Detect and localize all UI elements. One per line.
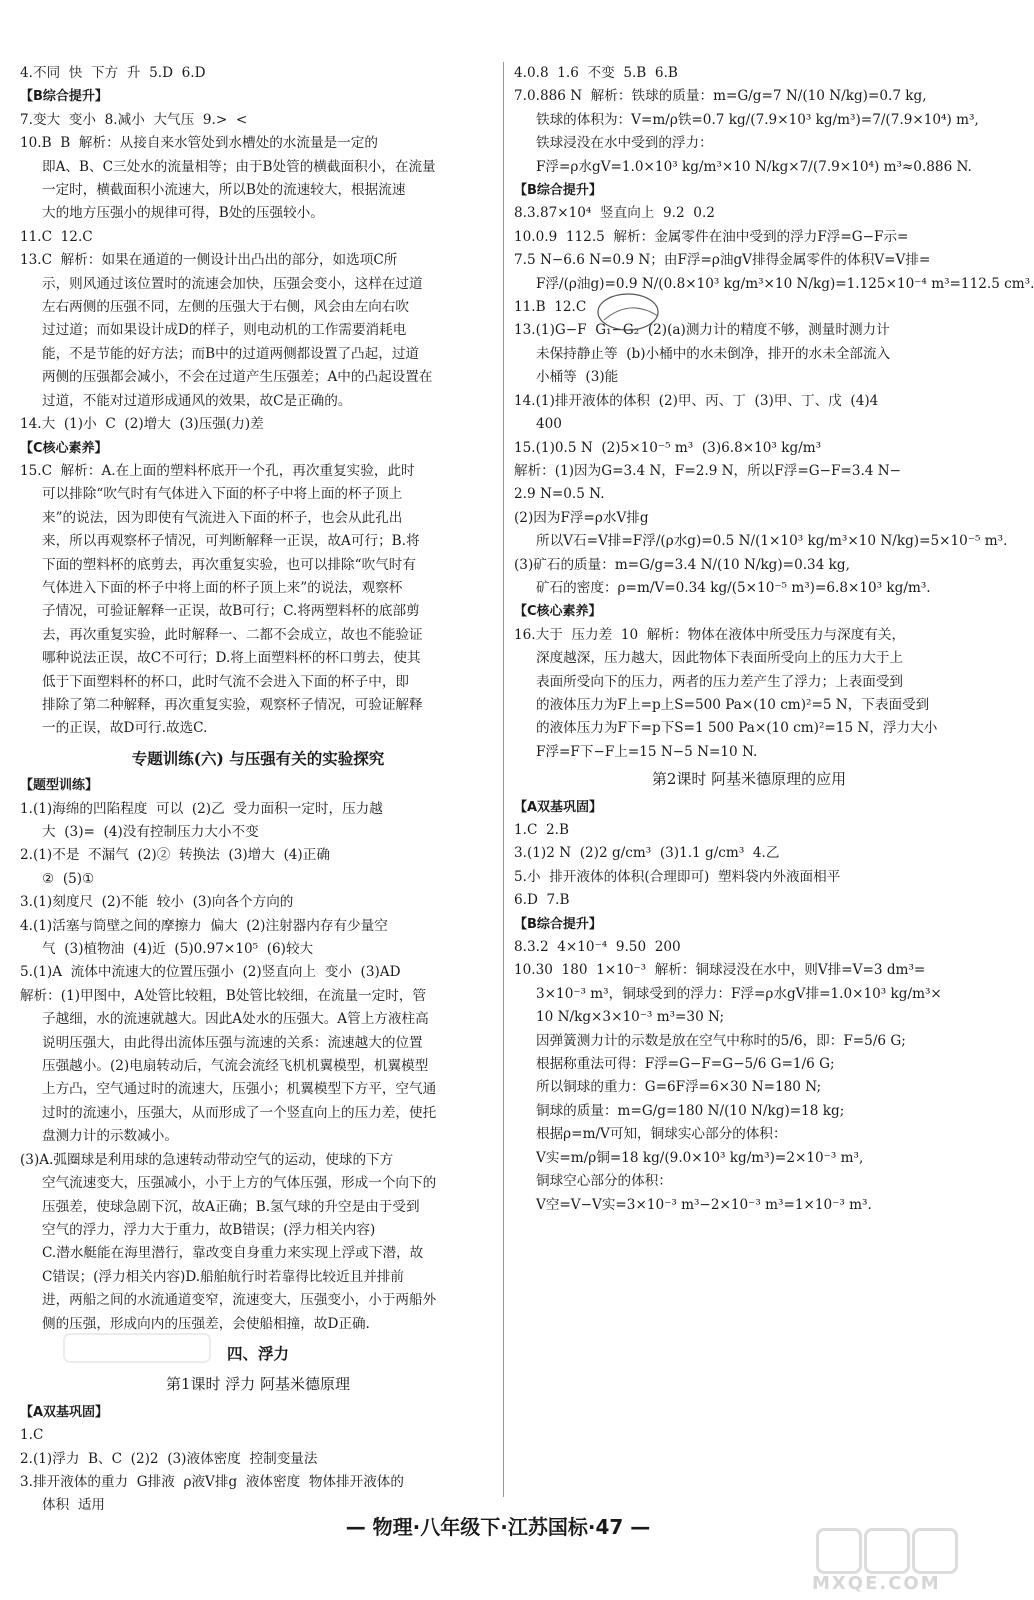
right-column <box>514 62 1034 1217</box>
answer-line: 的液体压力为F下=p下S=1 500 Pa×(10 cm)²=15 N，浮力大小 <box>536 720 938 737</box>
answer-line: 7.变大 变小 8.减小 大气压 9.> < <box>20 111 248 128</box>
answer-line: 排除了第二种解释，再次重复实验，观察杯子情况，可验证解释 <box>42 696 423 713</box>
answer-line: 两侧的压强都会减小，不会在过道产生压强差；A中的凸起设置在 <box>42 369 433 386</box>
answer-line: 5.(1)A 流体中流速大的位置压强小 (2)竖直向上 变小 (3)AD <box>20 964 401 981</box>
answer-line: 【A双基巩固】 <box>514 799 603 815</box>
answer-line: 10 N/kg×3×10⁻³ m³=30 N; <box>536 1009 725 1026</box>
answer-line: 空气流速变大，压强减小，小于上方的气体压强，形成一个向下的 <box>42 1175 437 1192</box>
answer-line: 大 (3)= (4)没有控制压力大小不变 <box>42 824 259 840</box>
answer-line: C.潜水艇能在海里潜行，靠改变自身重力来实现上浮或下潜，故 <box>42 1245 424 1262</box>
answer-line: 2.9 N=0.5 N. <box>514 486 605 503</box>
answer-line: V空=V−V实=3×10⁻³ m³−2×10⁻³ m³=1×10⁻³ m³. <box>536 1196 872 1213</box>
answer-line: 过过道；而如果设计成D的样子，则电动机的工作需要消耗电 <box>42 322 407 339</box>
answer-line: 左右两侧的压强不同，左侧的压强大于右侧，风会由左向右吹 <box>42 299 410 316</box>
answer-line: V实=m/ρ铜=18 kg/(9.0×10³ kg/m³)=2×10⁻³ m³, <box>536 1149 864 1166</box>
faint-watermark <box>62 1330 212 1366</box>
answer-line: 去，再次重复实验，此时解释一、二都不会成立，故也不能验证 <box>42 626 423 643</box>
answer-line: 体积 适用 <box>42 1497 106 1514</box>
answer-line: 的液体压力为F上=p上S=500 Pa×(10 cm)²=5 N，下表面受到 <box>536 696 930 713</box>
answer-line: 说明压强大，由此得出流体压强与流速的关系：流速越大的位置 <box>42 1034 423 1051</box>
chapter-title: 四、浮力 <box>226 1343 289 1363</box>
answer-line: 一定时，横截面积小流速大，所以B处的流速较大，根据流速 <box>42 182 406 199</box>
answer-line: 根据ρ=m/V可知，铜球实心部分的体积： <box>536 1126 787 1143</box>
lesson2-title: 第2课时 阿基米德原理的应用 <box>651 770 847 789</box>
answer-line: 8.3.87×10⁴ 竖直向上 9.2 0.2 <box>514 205 715 222</box>
left-column <box>20 62 496 1518</box>
answer-line: 深度越深，压力越大，因此物体下表面所受向上的压力大于上 <box>536 650 904 667</box>
answer-line: 6.D 7.B <box>514 892 570 909</box>
answer-line: 铜球空心部分的体积： <box>536 1173 672 1190</box>
answer-line: ② (5)① <box>42 870 95 887</box>
answer-line: 示，则风通过该位置时的流速会加快，压强会变小，这样在过道 <box>42 275 423 292</box>
answer-line: 根据称重法可得：F浮=G−F=G−5/6 G=1/6 G; <box>536 1056 835 1073</box>
answer-line: 13.(1)G−F G₁−G₂ (2)(a)测力计的精度不够，测量时测力计 <box>514 322 890 339</box>
answer-line: 13.C 解析：如果在通道的一侧设计出凸出的部分，如选项C所 <box>20 252 398 269</box>
answer-line: 3×10⁻³ m³，铜球受到的浮力：F浮=ρ水gV排=1.0×10³ kg/m³× <box>536 985 942 1002</box>
answer-line: 一的正误，故D可行.故选C. <box>42 720 208 737</box>
answer-line: (3)矿石的质量：m=G/g=3.4 N/(10 N/kg)=0.34 kg, <box>514 556 850 573</box>
answer-line: 未保持静止等 (b)小桶中的水未倒净，排开的水未全部流入 <box>536 345 891 362</box>
answer-line: 来，所以再观察杯子情况，可判断解释一正误，故A可行；B.将 <box>42 533 420 550</box>
answer-line: 矿石的密度：ρ=m/V=0.34 kg/(5×10⁻⁵ m³)=6.8×10³ kg/m³. <box>536 579 931 596</box>
answer-line: 2.(1)不是 不漏气 (2)② 转换法 (3)增大 (4)正确 <box>20 847 330 864</box>
handwritten-stamp <box>594 290 666 336</box>
answer-line: 8.3.2 4×10⁻⁴ 9.50 200 <box>514 939 681 956</box>
answer-line: 铁球的体积为：V=m/ρ铁=0.7 kg/(7.9×10³ kg/m³)=7/(7.9×10⁴) m³, <box>536 111 979 128</box>
answer-line: 所以铜球的重力：G=6F浮=6×30 N=180 N; <box>536 1079 822 1096</box>
answer-line: 气体进入下面的杯子中将上面的杯子顶上来”的说法，观察杯 <box>42 579 403 596</box>
answer-line: 4.0.8 1.6 不变 5.B 6.B <box>514 65 678 81</box>
answer-line: 3.(1)刻度尺 (2)不能 较小 (3)向各个方向的 <box>20 894 294 911</box>
answer-line: 即A、B、C三处水的流量相等；由于B处管的横截面积小，在流量 <box>42 158 436 175</box>
answer-line: 【B综合提升】 <box>514 916 602 932</box>
answer-line: 【B综合提升】 <box>514 183 602 199</box>
answer-line: 小桶等 (3)能 <box>536 369 619 386</box>
answer-line: 子越细，水的流速就越大。因此A处水的压强大。A管上方液柱高 <box>42 1011 429 1028</box>
answer-line: 铜球的质量：m=G/g=180 N/(10 N/kg)=18 kg; <box>536 1102 845 1119</box>
answer-line: C错误；(浮力相关内容)D.船舶航行时若靠得比较近且并排前 <box>42 1268 404 1285</box>
answer-line: 盘测力计的示数减小。 <box>42 1128 178 1145</box>
answer-line: 3.(1)2 N (2)2 g/cm³ (3)1.1 g/cm³ 4.乙 <box>514 845 780 862</box>
column-divider <box>503 62 504 1497</box>
answer-line: 解析：(1)甲图中，A处管比较粗，B处管比较细，在流量一定时，管 <box>20 987 427 1004</box>
answer-line: 16.大于 压力差 10 解析：物体在液体中所受压力与深度有关， <box>514 626 906 643</box>
answer-line: 【B综合提升】 <box>20 89 108 105</box>
answer-line: 15.C 解析：A.在上面的塑料杯底开一个孔，再次重复实验，此时 <box>20 462 415 479</box>
answer-line: 过道，不能对过道形成通风的效果，故C是正确的。 <box>42 392 352 409</box>
answer-line: 哪种说法正误，故C不可行；D.将上面塑料杯的杯口剪去，使其 <box>42 650 421 667</box>
answer-line: (3)A.弧圈球是利用球的急速转动带动空气的运动，使球的下方 <box>20 1151 394 1168</box>
answer-line: 气 (3)植物油 (4)近 (5)0.97×10⁵ (6)较大 <box>42 941 314 958</box>
answer-line: 11.C 12.C <box>20 228 93 245</box>
answer-line: 【A双基巩固】 <box>20 1404 109 1420</box>
answer-line: 400 <box>536 416 562 433</box>
page-footer: — 物理·八年级下·江苏国标·47 — <box>345 1515 651 1539</box>
answer-line: 能，不是节能的好方法；而B中的过道两侧都设置了凸起，过道 <box>42 345 420 362</box>
answer-line: 10.30 180 1×10⁻³ 解析：铜球浸没在水中，则V排=V=3 dm³= <box>514 962 926 979</box>
answer-line: 过时的流速小，压强大，从而形成了一个竖直向上的压力差，使托 <box>42 1104 437 1121</box>
answer-line: 【C核心素养】 <box>514 604 602 620</box>
lesson1-title: 第1课时 浮力 阿基米德原理 <box>165 1375 351 1394</box>
answer-line: 大的地方压强小的规律可得，B处的压强较小。 <box>42 205 324 222</box>
answer-line: 可以排除“吹气时有气体进入下面的杯子中将上面的杯子顶上 <box>42 486 403 503</box>
answer-line: 14.大 (1)小 C (2)增大 (3)压强(力)差 <box>20 416 264 433</box>
answer-line: 5.小 排开液体的体积(合理即可) 塑料袋内外液面相平 <box>514 868 841 885</box>
answer-line: 来”的说法，因为即使有气流进入下面的杯子，也会从此孔出 <box>42 509 403 526</box>
answer-line: 【题型训练】 <box>20 778 99 794</box>
answer-line: 低于下面塑料杯的杯口，此时气流不会进入下面的杯子中，即 <box>42 673 410 690</box>
watermark-text: MXQE.COM <box>812 1573 941 1594</box>
answer-line: F浮=F下−F上=15 N−5 N=10 N. <box>536 743 758 760</box>
site-watermark <box>812 1528 988 1592</box>
answer-line: 2.(1)浮力 B、C (2)2 (3)液体密度 控制变量法 <box>20 1450 318 1467</box>
answer-line: 空气的浮力，浮力大于重力，故B错误；(浮力相关内容) <box>42 1221 376 1238</box>
answer-line: 进，两船之间的水流通道变窄，流速变大，压强变小，小于两船外 <box>42 1292 437 1309</box>
answer-line: (2)因为F浮=ρ水V排g <box>514 509 649 526</box>
answer-line: 上方凸，空气通过时的流速大，压强小；机翼模型下方平，空气通 <box>42 1081 437 1098</box>
answer-line: 7.0.886 N 解析：铁球的质量：m=G/g=7 N/(10 N/kg)=0.7 kg, <box>514 88 927 105</box>
answer-line: 7.5 N−6.6 N=0.9 N；由F浮=ρ油gV排得金属零件的体积V=V排= <box>514 252 931 269</box>
answer-line: 侧的压强，形成向内的压强差，会使船相撞，故D正确. <box>42 1315 370 1332</box>
answer-line: F浮=ρ水gV=1.0×10³ kg/m³×10 N/kg×7/(7.9×10⁴) m³≈0.886 N. <box>536 158 972 175</box>
answer-line: 铁球浸没在水中受到的浮力： <box>536 135 713 152</box>
answer-line: 10.B B 解析：从接自来水管处到水槽处的水流量是一定的 <box>20 135 378 152</box>
answer-line: F浮/(ρ油g)=0.9 N/(0.8×10³ kg/m³×10 N/kg)=1.125×10⁻⁴ m³=112.5 cm³. <box>536 275 1034 292</box>
lesson1-answers <box>20 1401 496 1518</box>
answer-line: 14.(1)排开液体的体积 (2)甲、丙、丁 (3)甲、丁、戊 (4)4 <box>514 392 879 409</box>
lesson2-answers <box>514 796 984 1217</box>
answer-line: 【C核心素养】 <box>20 440 108 456</box>
special-training-answers <box>20 774 496 1336</box>
left-answers-block <box>20 62 496 741</box>
watermark-logo-box-3 <box>912 1528 958 1574</box>
answer-line: 11.B 12.C <box>514 299 587 316</box>
answer-line: 子情况，可验证解释一正误，故B可行；C.将两塑料杯的底部剪 <box>42 603 420 620</box>
special-training-title: 专题训练(六) 与压强有关的实验探究 <box>131 748 385 768</box>
answer-line: 因弹簧测力计的示数是放在空气中称时的5/6，即：F=5/6 G; <box>536 1032 906 1049</box>
answer-line: 解析：(1)因为G=3.4 N，F=2.9 N，所以F浮=G−F=3.4 N− <box>514 462 902 479</box>
answer-line: 压强越小。(2)电扇转动后，气流会流经飞机机翼模型，机翼模型 <box>42 1058 429 1075</box>
watermark-logo-box-1 <box>816 1528 862 1574</box>
answer-line: 压强差，使球急剧下沉，故A正确；B.氢气球的升空是由于受到 <box>42 1198 420 1215</box>
answer-line: 15.(1)0.5 N (2)5×10⁻⁵ m³ (3)6.8×10³ kg/m³ <box>514 439 822 456</box>
answer-line: 1.(1)海绵的凹陷程度 可以 (2)乙 受力面积一定时，压力越 <box>20 800 383 817</box>
answer-line: 所以V石=V排=F浮/(ρ水g)=0.5 N/(1×10³ kg/m³×10 N/kg)=5×10⁻⁵ m³. <box>536 533 1008 550</box>
answer-line: 1.C 2.B <box>514 822 569 838</box>
answer-line: 下面的塑料杯的底剪去，再次重复实验，也可以排除“吹气时有 <box>42 556 416 573</box>
answer-line: 4.(1)活塞与筒壁之间的摩擦力 偏大 (2)注射器内存有少量空 <box>20 917 388 934</box>
answer-line: 4.不同 快 下方 升 5.D 6.D <box>20 65 206 81</box>
watermark-logo-box-2 <box>864 1528 910 1574</box>
answer-line: 1.C <box>20 1427 44 1444</box>
answer-line: 表面所受向下的压力，两者的压力差产生了浮力；上表面受到 <box>536 673 904 690</box>
right-answers-block <box>514 62 1034 764</box>
answer-line: 10.0.9 112.5 解析：金属零件在油中受到的浮力F浮=G−F示= <box>514 228 909 245</box>
answer-line: 3.排开液体的重力 G排液 ρ液V排g 液体密度 物体排开液体的 <box>20 1473 404 1490</box>
